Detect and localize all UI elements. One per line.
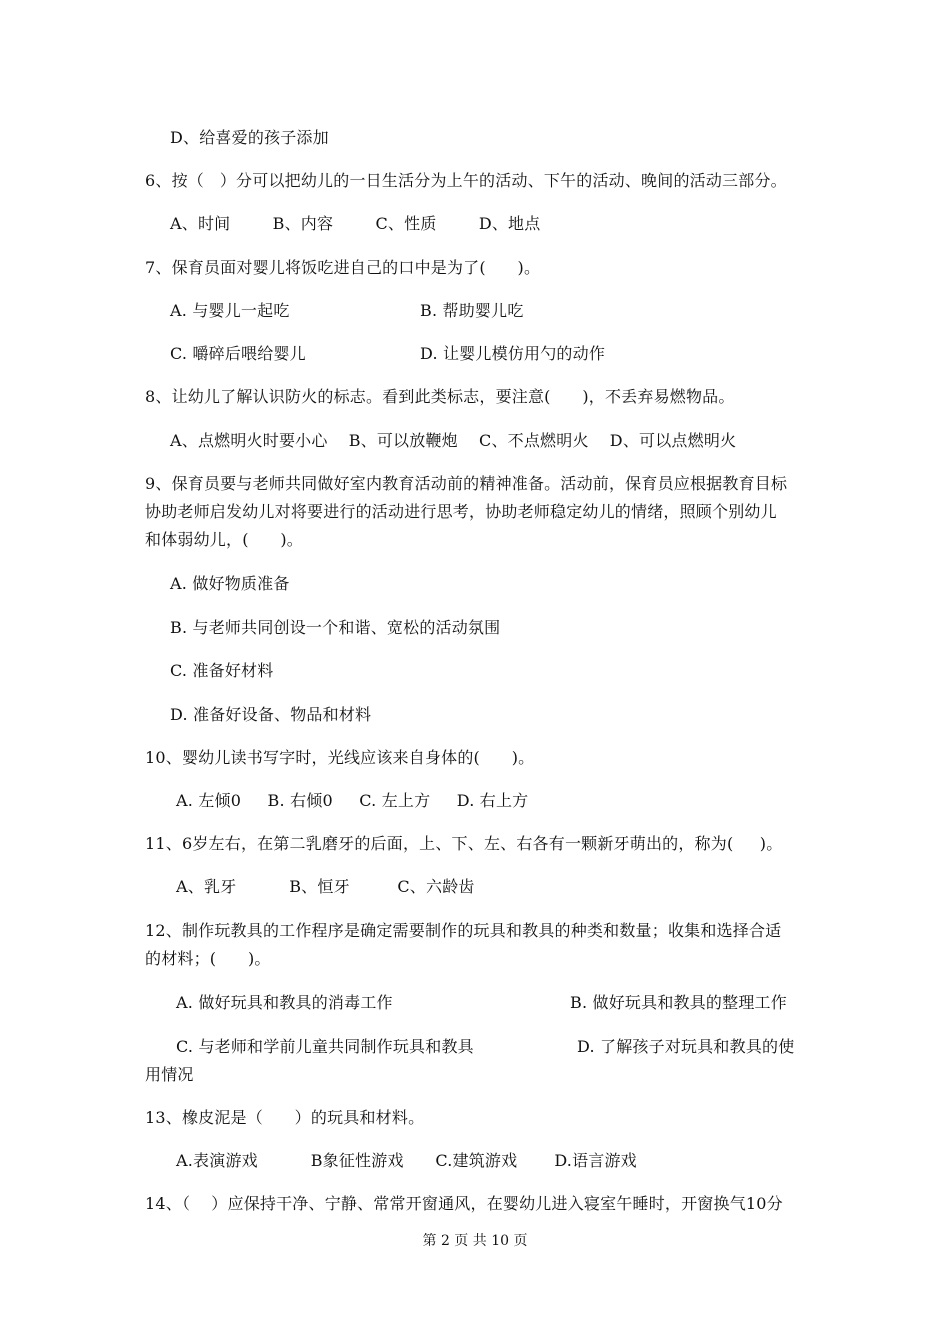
option-a-q7: A. 与婴儿一起吃	[170, 301, 290, 320]
option-d-q7: D. 让婴儿模仿用勺的动作	[420, 344, 606, 363]
question-8: 8、让幼儿了解认识防火的标志。看到此类标志，要注意( )，不丢弃易燃物品。	[145, 387, 735, 406]
question-6: 6、按（ ）分可以把幼儿的一日生活分为上午的活动、下午的活动、晚间的活动三部分。	[145, 171, 787, 190]
option-b-q12: B. 做好玩具和教具的整理工作	[570, 993, 787, 1012]
option-a-q9: A. 做好物质准备	[170, 574, 290, 593]
option-b-q9: B. 与老师共同创设一个和谐、宽松的活动氛围	[170, 618, 501, 637]
option-a-q12: A. 做好玩具和教具的消毒工作	[176, 993, 393, 1012]
option-c-q9: C. 准备好材料	[170, 661, 274, 680]
option-d-q9: D. 准备好设备、物品和材料	[170, 705, 372, 724]
question-11: 11、6岁左右，在第二乳磨牙的后面，上、下、左、右各有一颗新牙萌出的，称为( )。	[145, 834, 783, 853]
options-q6: A、时间 B、内容 C、性质 D、地点	[170, 214, 541, 233]
option-b-q7: B. 帮助婴儿吃	[420, 301, 524, 320]
question-12-line-2: 的材料；( )。	[145, 949, 271, 968]
question-9-line-3: 和体弱幼儿，( )。	[145, 530, 304, 549]
options-q8: A、点燃明火时要小心 B、可以放鞭炮 C、不点燃明火 D、可以点燃明火	[170, 431, 737, 450]
question-10: 10、婴幼儿读书写字时，光线应该来自身体的( )。	[145, 748, 535, 767]
options-q11: A、乳牙 B、恒牙 C、六龄齿	[176, 877, 475, 896]
options-q13: A.表演游戏 B象征性游戏 C.建筑游戏 D.语言游戏	[176, 1151, 637, 1170]
question-9-line-1: 9、保育员要与老师共同做好室内教育活动前的精神准备。活动前，保育员应根据教育目标	[145, 474, 788, 493]
option-d-q12: D. 了解孩子对玩具和教具的使	[577, 1037, 795, 1056]
question-12-line-1: 12、制作玩教具的工作程序是确定需要制作的玩具和教具的种类和数量；收集和选择合适	[145, 921, 782, 940]
option-c-q7: C. 嚼碎后喂给婴儿	[170, 344, 306, 363]
option-d-q5: D、给喜爱的孩子添加	[170, 128, 329, 147]
question-13: 13、橡皮泥是（ ）的玩具和材料。	[145, 1108, 425, 1127]
page-number-footer: 第 2 页 共 10 页	[422, 1233, 528, 1249]
option-c-q12: C. 与老师和学前儿童共同制作玩具和教具	[176, 1037, 474, 1056]
question-7: 7、保育员面对婴儿将饭吃进自己的口中是为了( )。	[145, 258, 541, 277]
question-14: 14、（ ）应保持干净、宁静、常常开窗通风，在婴幼儿进入寝室午睡时，开窗换气10分	[145, 1194, 783, 1213]
option-d-q12-continued: 用情况	[145, 1065, 194, 1084]
options-q10: A. 左倾0 B. 右倾0 C. 左上方 D. 右上方	[176, 791, 529, 810]
question-9-line-2: 协助老师启发幼儿对将要进行的活动进行思考，协助老师稳定幼儿的情绪，照顾个别幼儿	[145, 502, 777, 521]
